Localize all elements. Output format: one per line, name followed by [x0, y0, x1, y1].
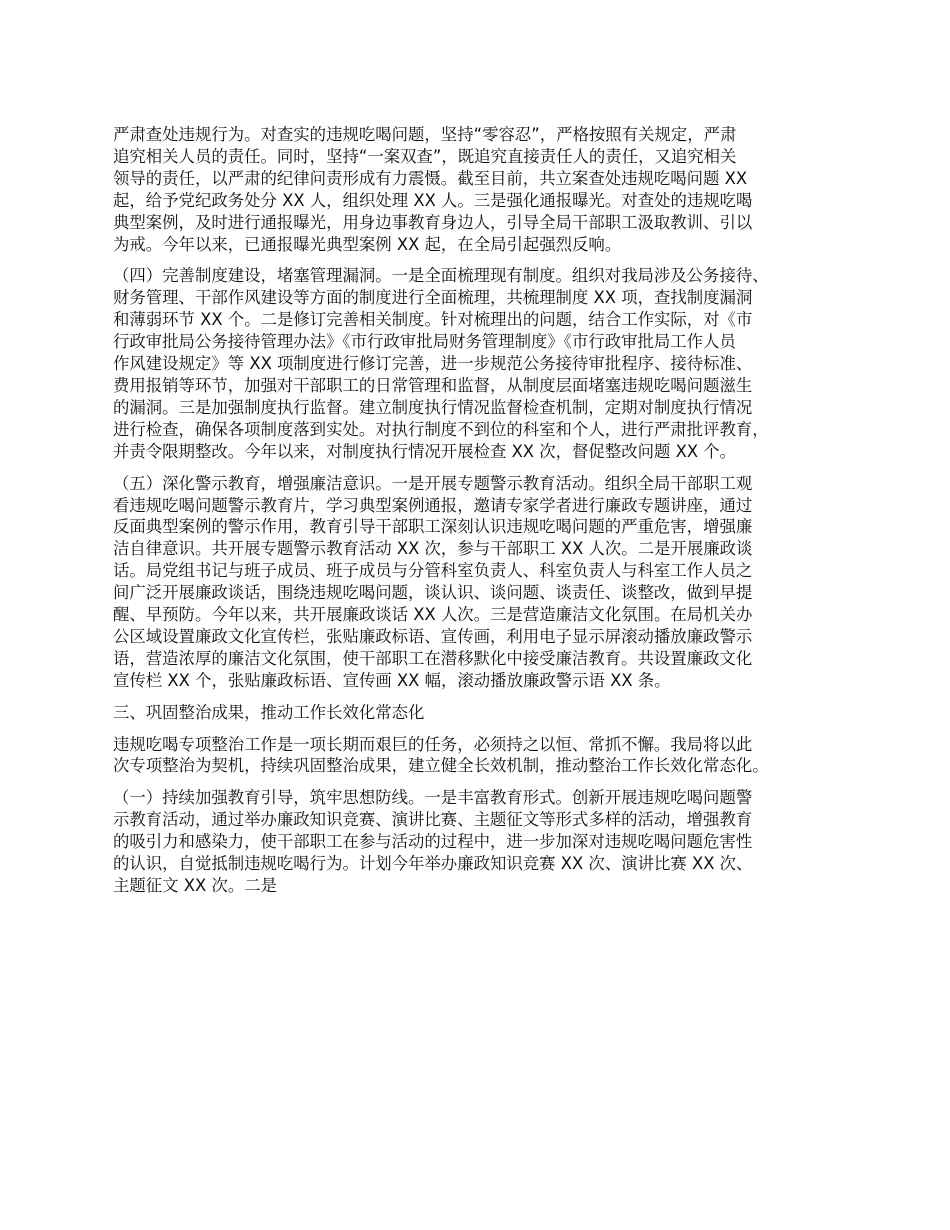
text-line: 主题征文 XX 次。二是 — [113, 876, 278, 895]
text-line: 示教育活动，通过举办廉政知识竞赛、演讲比赛、主题征文等形式多样的活动，增强教育 — [113, 810, 753, 830]
text-line: 并责令限期整改。今年以来，对制度执行情况开展检查 XX 次，督促整改问题 XX 个。 — [113, 441, 737, 461]
text-line: 追究相关人员的责任。同时，坚持“一案双查”，既追究直接责任人的责任，又追究相关 — [113, 146, 737, 166]
document-body — [113, 124, 858, 907]
text-line: 财务管理、干部作风建设等方面的制度进行全面梳理，共梳理制度 XX 项，查找制度漏洞 — [113, 288, 753, 308]
text-line: 宣传栏 XX 个，张贴廉政标语、宣传画 XX 幅，滚动播放廉政警示语 XX 条。 — [113, 670, 671, 690]
text-line: 费用报销等环节，加强对干部职工的日常管理和监督，从制度层面堵塞违规吃喝问题滋生 — [113, 375, 753, 395]
text-line: 作风建设规定》等 XX 项制度进行修订完善，进一步规范公务接待审批程序、接待标准、 — [113, 354, 753, 374]
section-heading-3 — [113, 702, 858, 724]
text-line: （四）完善制度建设，堵塞管理漏洞。一是全面梳理现有制度。组织对我局涉及公务接待、 — [113, 266, 769, 286]
paragraph-section-5-warning-education — [113, 473, 858, 692]
text-line: （一）持续加强教育引导，筑牢思想防线。一是丰富教育形式。创新开展违规吃喝问题警 — [113, 788, 753, 808]
text-line: 为戒。今年以来，已通报曝光典型案例 XX 起，在全局引起强烈反响。 — [113, 234, 622, 254]
paragraph-violation-handling — [113, 124, 858, 255]
text-line: 洁自律意识。共开展专题警示教育活动 XX 次，参与干部职工 XX 人次。二是开展廉政谈 — [113, 539, 753, 559]
text-line: 违规吃喝专项整治工作是一项长期而艰巨的任务，必须持之以恒、常抓不懈。我局将以此 — [113, 734, 753, 754]
text-line: 起，给予党纪政务处分 XX 人，组织处理 XX 人。三是强化通报曝光。对查处的违规吃喝 — [113, 190, 753, 210]
text-line: 和薄弱环节 XX 个。二是修订完善相关制度。针对梳理出的问题，结合工作实际，对《市 — [113, 310, 753, 330]
text-line: 看违规吃喝问题警示教育片，学习典型案例通报，邀请专家学者进行廉政专题讲座，通过 — [113, 495, 753, 515]
text-line: 间广泛开展廉政谈话，围绕违规吃喝问题，谈认识、谈问题、谈责任、谈整改，做到早提 — [113, 583, 753, 603]
text-line: 领导的责任，以严肃的纪律问责形成有力震慑。截至目前，共立案查处违规吃喝问题 XX — [113, 168, 748, 188]
text-line: 醒、早预防。今年以来，共开展廉政谈话 XX 人次。三是营造廉洁文化氛围。在局机关办 — [113, 605, 753, 625]
paragraph-subsection-1-education — [113, 787, 858, 897]
text-line: 进行检查，确保各项制度落到实处。对执行制度不到位的科室和个人，进行严肃批评教育， — [113, 419, 769, 439]
text-line: 反面典型案例的警示作用，教育引导干部职工深刻认识违规吃喝问题的严重危害，增强廉 — [113, 517, 753, 537]
text-line: （五）深化警示教育，增强廉洁意识。一是开展专题警示教育活动。组织全局干部职工观 — [113, 473, 753, 493]
text-line: 次专项整治为契机，持续巩固整治成果，建立健全长效机制，推动整治工作长效化常态化。 — [113, 756, 769, 776]
text-line: 典型案例，及时进行通报曝光，用身边事教育身边人，引导全局干部职工汲取教训、引以 — [113, 212, 753, 232]
text-line: 话。局党组书记与班子成员、班子成员与分管科室负责人、科室负责人与科室工作人员之 — [113, 561, 753, 581]
paragraph-section-4-institution — [113, 265, 858, 462]
text-line: 行政审批局公务接待管理办法》《市行政审批局财务管理制度》《市行政审批局工作人员 — [113, 332, 736, 352]
text-line: 的漏洞。三是加强制度执行监督。建立制度执行情况监督检查机制，定期对制度执行情况 — [113, 397, 753, 417]
text-line: 的认识，自觉抵制违规吃喝行为。计划今年举办廉政知识竞赛 XX 次、演讲比赛 XX 次、 — [113, 854, 753, 874]
text-line: 的吸引力和感染力，使干部职工在参与活动的过程中，进一步加深对违规吃喝问题危害性 — [113, 832, 753, 852]
text-line: 语，营造浓厚的廉洁文化氛围，使干部职工在潜移默化中接受廉洁教育。共设置廉政文化 — [113, 648, 753, 668]
text-line: 公区域设置廉政文化宣传栏，张贴廉政标语、宣传画，利用电子显示屏滚动播放廉政警示 — [113, 626, 753, 646]
section-heading-text: 三、巩固整治成果，推动工作长效化常态化 — [113, 702, 425, 722]
paragraph-section-3-intro — [113, 734, 858, 778]
text-line: 严肃查处违规行为。对查实的违规吃喝问题，坚持“零容忍”，严格按照有关规定，严肃 — [113, 125, 737, 144]
